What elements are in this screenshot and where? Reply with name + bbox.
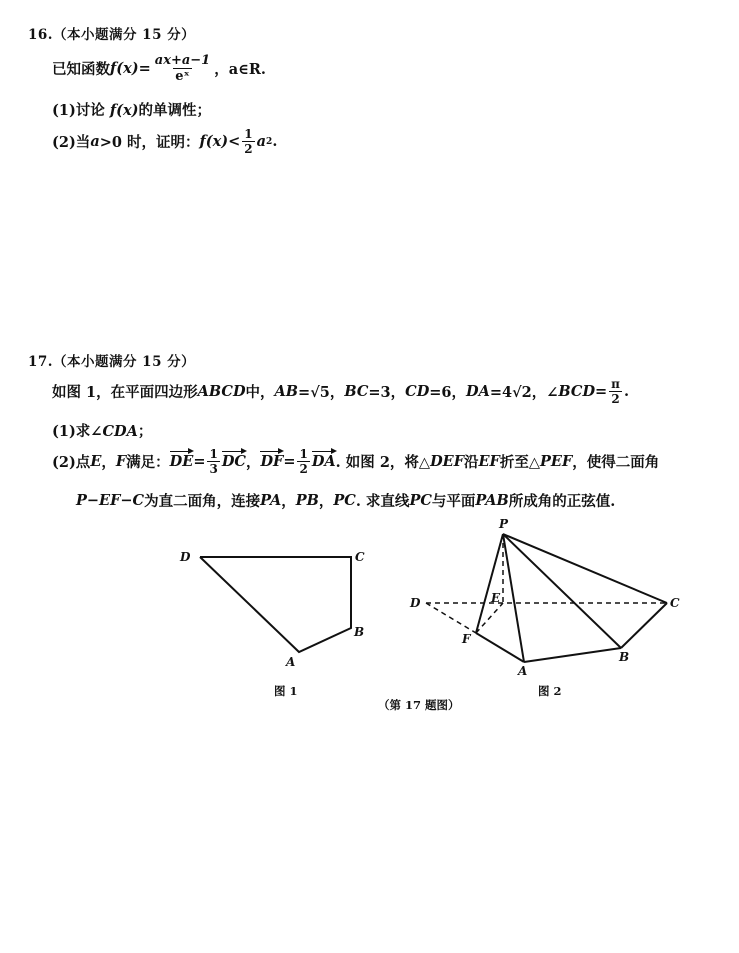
figure-caption: （第 17 题图） [378, 698, 460, 712]
fig2-line-ab [524, 648, 621, 662]
q17-third-frac [207, 448, 219, 475]
figure-1 [170, 540, 380, 680]
q16-part2-mid: >0 时，证明： [99, 134, 200, 151]
q17-ab: AB [274, 383, 299, 400]
q17-bc: BC [344, 383, 369, 400]
fig1-label-c: C [355, 550, 365, 564]
q17-part1-a: (1)求∠ [52, 423, 103, 440]
q17-part2-line1 [52, 448, 659, 475]
q16-given-suffix: ，a∈R. [214, 61, 266, 78]
q17-intro-b: 中， [245, 384, 275, 401]
fig2-label-e: E [491, 591, 501, 605]
q17-pc2: PC [409, 492, 432, 509]
q16-part2-sup: 2 [266, 136, 273, 147]
q17-ef: EF [478, 453, 500, 470]
q17-part1-end: ； [137, 423, 153, 440]
q17-comma2: ， [245, 454, 261, 471]
q17-part2-e: E [90, 453, 102, 470]
q17-line2-d: 与平面 [431, 493, 476, 510]
q17-part2-e2: 折至△ [499, 454, 540, 471]
q17-half-num: 1 [299, 447, 308, 461]
q17-line2-e: 所成角的正弦值. [508, 493, 616, 510]
q16-part2-lt: < [228, 133, 241, 150]
q17-period: . [623, 383, 630, 400]
q17-header: 17.（本小题满分 15 分） [28, 354, 196, 370]
fig2-line-pa [503, 534, 524, 662]
figure-2 [405, 515, 695, 680]
q17-c2: ， [318, 493, 334, 510]
q16-fx: f(x) [110, 60, 139, 77]
q16-given [52, 54, 266, 83]
fig2-label-a: A [518, 664, 528, 678]
q17-vec-de: DE [169, 453, 194, 470]
q17-pi-num: π [611, 377, 620, 391]
fig2-caption: 图 2 [538, 684, 562, 698]
q16-part2-end: . [272, 133, 278, 150]
q16-part2-frac-den: 2 [244, 142, 253, 156]
q16-fraction [153, 54, 212, 83]
q17-part2-b: 满足： [126, 454, 170, 471]
q17-half-den: 2 [299, 462, 308, 476]
q17-pi-frac [609, 378, 622, 405]
fig2-line-bc [621, 603, 667, 648]
q16-part1-fx: f(x) [109, 102, 139, 119]
q17-pab: PAB [475, 492, 509, 509]
fig2-label-d: D [410, 596, 421, 610]
q16-part1-rest: 的单调性； [138, 102, 211, 119]
q17-part2-c: . 如图 2，将△ [335, 454, 431, 471]
q17-line2-a: P−EF−C [76, 492, 145, 509]
fig2-line-df [426, 603, 476, 633]
fig2-label-p: P [499, 517, 509, 531]
q17-def: DEF [430, 453, 464, 470]
q17-part1-cda: CDA [102, 423, 138, 440]
q17-part2-f2: ，使得二面角 [572, 454, 660, 471]
q17-part2-line2 [76, 490, 615, 511]
q16-given-prefix: 已知函数 [52, 61, 110, 78]
q17-vec-da: DA [311, 453, 336, 470]
q17-pb: PB [295, 492, 319, 509]
q17-part2-a: (2)点 [52, 454, 91, 471]
q16-part2-a: a [90, 133, 100, 150]
q17-pc: PC [333, 492, 356, 509]
q16-frac-den: eˣ [175, 69, 190, 84]
fig1-label-b: B [354, 625, 365, 639]
q17-vec-df: DF [260, 453, 284, 470]
q17-third-den: 3 [209, 462, 218, 476]
q16-part2-frac [242, 128, 254, 155]
q17-intro-a: 如图 1，在平面四边形 [52, 384, 198, 401]
q17-c1: ， [281, 493, 296, 510]
q17-third-num: 1 [209, 447, 218, 461]
fig2-label-f: F [462, 632, 471, 646]
fig2-line-fa [476, 633, 524, 662]
q17-part1 [52, 420, 152, 441]
q16-part2-frac-num: 1 [244, 127, 253, 141]
fig2-label-c: C [670, 596, 680, 610]
fig1-caption: 图 1 [274, 684, 298, 698]
q16-part2-a2: a [256, 133, 267, 150]
q17-line2-c: . 求直线 [355, 493, 410, 510]
fig1-label-d: D [180, 550, 191, 564]
q17-eq4: =4√2，∠ [489, 384, 559, 401]
q17-eq-sqrt5: =√5， [298, 384, 345, 401]
q17-eq3: =3， [368, 384, 406, 401]
q16-part2-fx: f(x) [199, 133, 229, 150]
q17-eq1: = [193, 453, 206, 470]
fig2-label-b: B [619, 650, 630, 664]
q16-header: 16.（本小题满分 15 分） [28, 27, 196, 43]
q17-abcd: ABCD [197, 383, 246, 400]
q16-equals: = [138, 60, 151, 77]
q17-half-frac [297, 448, 309, 475]
q17-line2-b: 为直二面角，连接 [144, 493, 261, 510]
q17-pi-den: 2 [611, 392, 620, 406]
q17-eq-pi: = [595, 383, 608, 400]
q17-intro [52, 378, 629, 405]
fig1-label-a: A [286, 655, 296, 669]
q17-part2-comma: ， [101, 454, 116, 471]
fig1-quadrilateral [200, 557, 351, 652]
q16-frac-num: ax+a−1 [154, 53, 211, 68]
q16-part1 [52, 99, 211, 120]
q17-da: DA [466, 383, 490, 400]
q17-pef: PEF [540, 453, 573, 470]
q17-eq6: =6， [429, 384, 467, 401]
q17-part2-f: F [115, 453, 127, 470]
q17-part2-d: 沿 [463, 454, 479, 471]
fig2-line-pc [503, 534, 667, 603]
q17-cd: CD [405, 383, 430, 400]
q17-eq2: = [283, 453, 296, 470]
q16-part1-label: (1)讨论 [52, 102, 110, 119]
q16-part2-label: (2)当 [52, 134, 91, 151]
q17-vec-dc: DC [221, 453, 246, 470]
q17-pa: PA [260, 492, 282, 509]
q16-part2 [52, 128, 277, 155]
q17-bcd: BCD [558, 383, 596, 400]
fig2-line-pb [503, 534, 621, 648]
